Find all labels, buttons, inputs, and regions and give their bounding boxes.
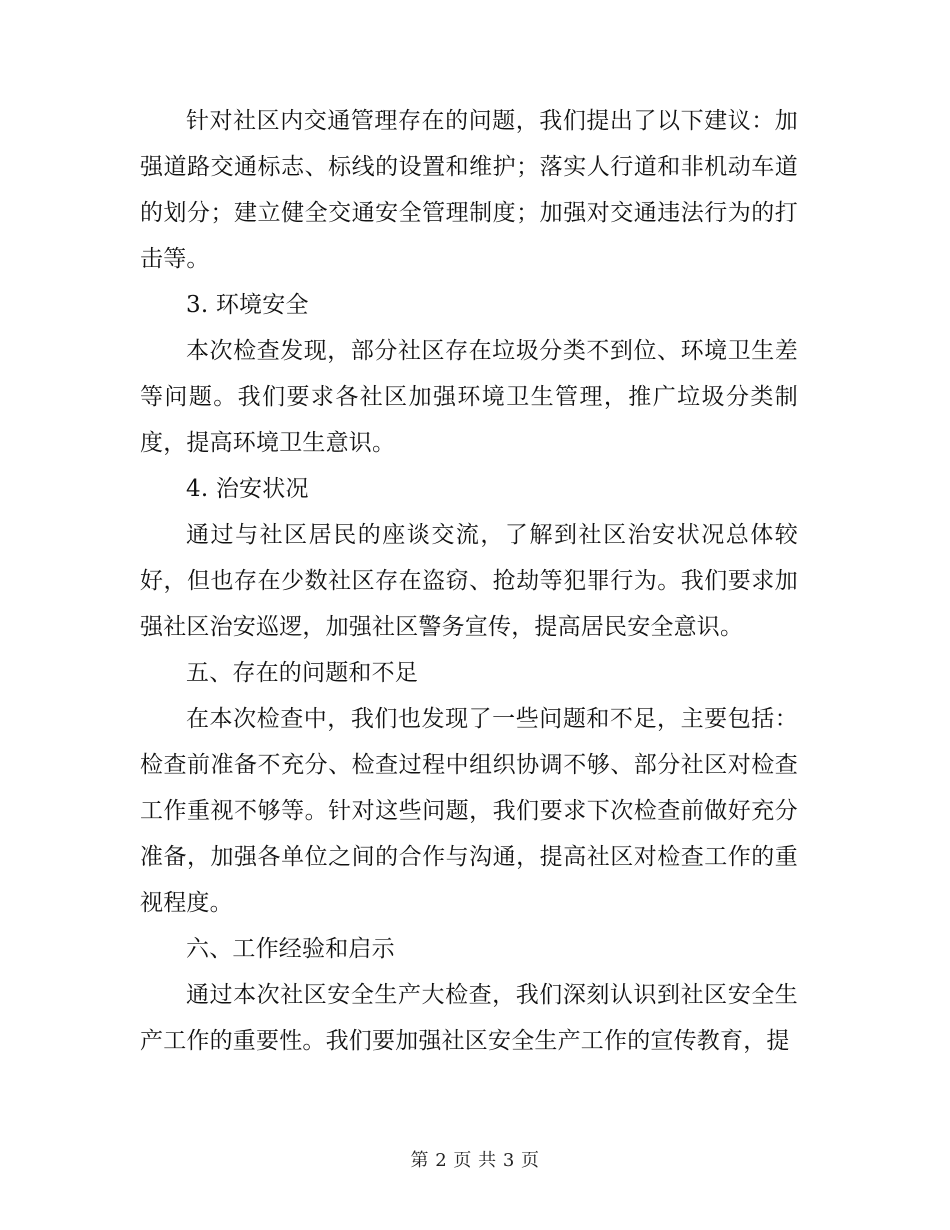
document-body	[140, 98, 798, 1064]
paragraph-environment-safety: 本次检查发现，部分社区存在垃圾分类不到位、环境卫生差等问题。我们要求各社区加强环境卫生管理，推广垃圾分类制度，提高环境卫生意识。	[140, 338, 798, 456]
section-heading-public-security: 4. 治安状况	[186, 476, 309, 502]
paragraph-traffic-suggestions: 针对社区内交通管理存在的问题，我们提出了以下建议：加强道路交通标志、标线的设置和维护；落实人行道和非机动车道的划分；建立健全交通安全管理制度；加强对交通违法行为的打击等。	[140, 108, 798, 272]
paragraph-public-security: 通过与社区居民的座谈交流，了解到社区治安状况总体较好，但也存在少数社区存在盗窃、抢劫等犯罪行为。我们要求加强社区治安巡逻，加强社区警务宣传，提高居民安全意识。	[140, 522, 798, 640]
paragraph-problems: 在本次检查中，我们也发现了一些问题和不足，主要包括：检查前准备不充分、检查过程中组织协调不够、部分社区对检查工作重视不够等。针对这些问题，我们要求下次检查前做好充分准备，加强各单位之间的合作与沟通，提高社区对检查工作的重视程度。	[140, 706, 798, 916]
section-heading-environment-safety: 3. 环境安全	[186, 292, 309, 318]
section-heading-experience: 六、工作经验和启示	[186, 936, 395, 962]
section-heading-problems: 五、存在的问题和不足	[186, 660, 418, 686]
page-number-footer: 第 2 页 共 3 页	[410, 1150, 540, 1171]
paragraph-experience: 通过本次社区安全生产大检查，我们深刻认识到社区安全生产工作的重要性。我们要加强社区安全生产工作的宣传教育，提	[140, 982, 798, 1054]
